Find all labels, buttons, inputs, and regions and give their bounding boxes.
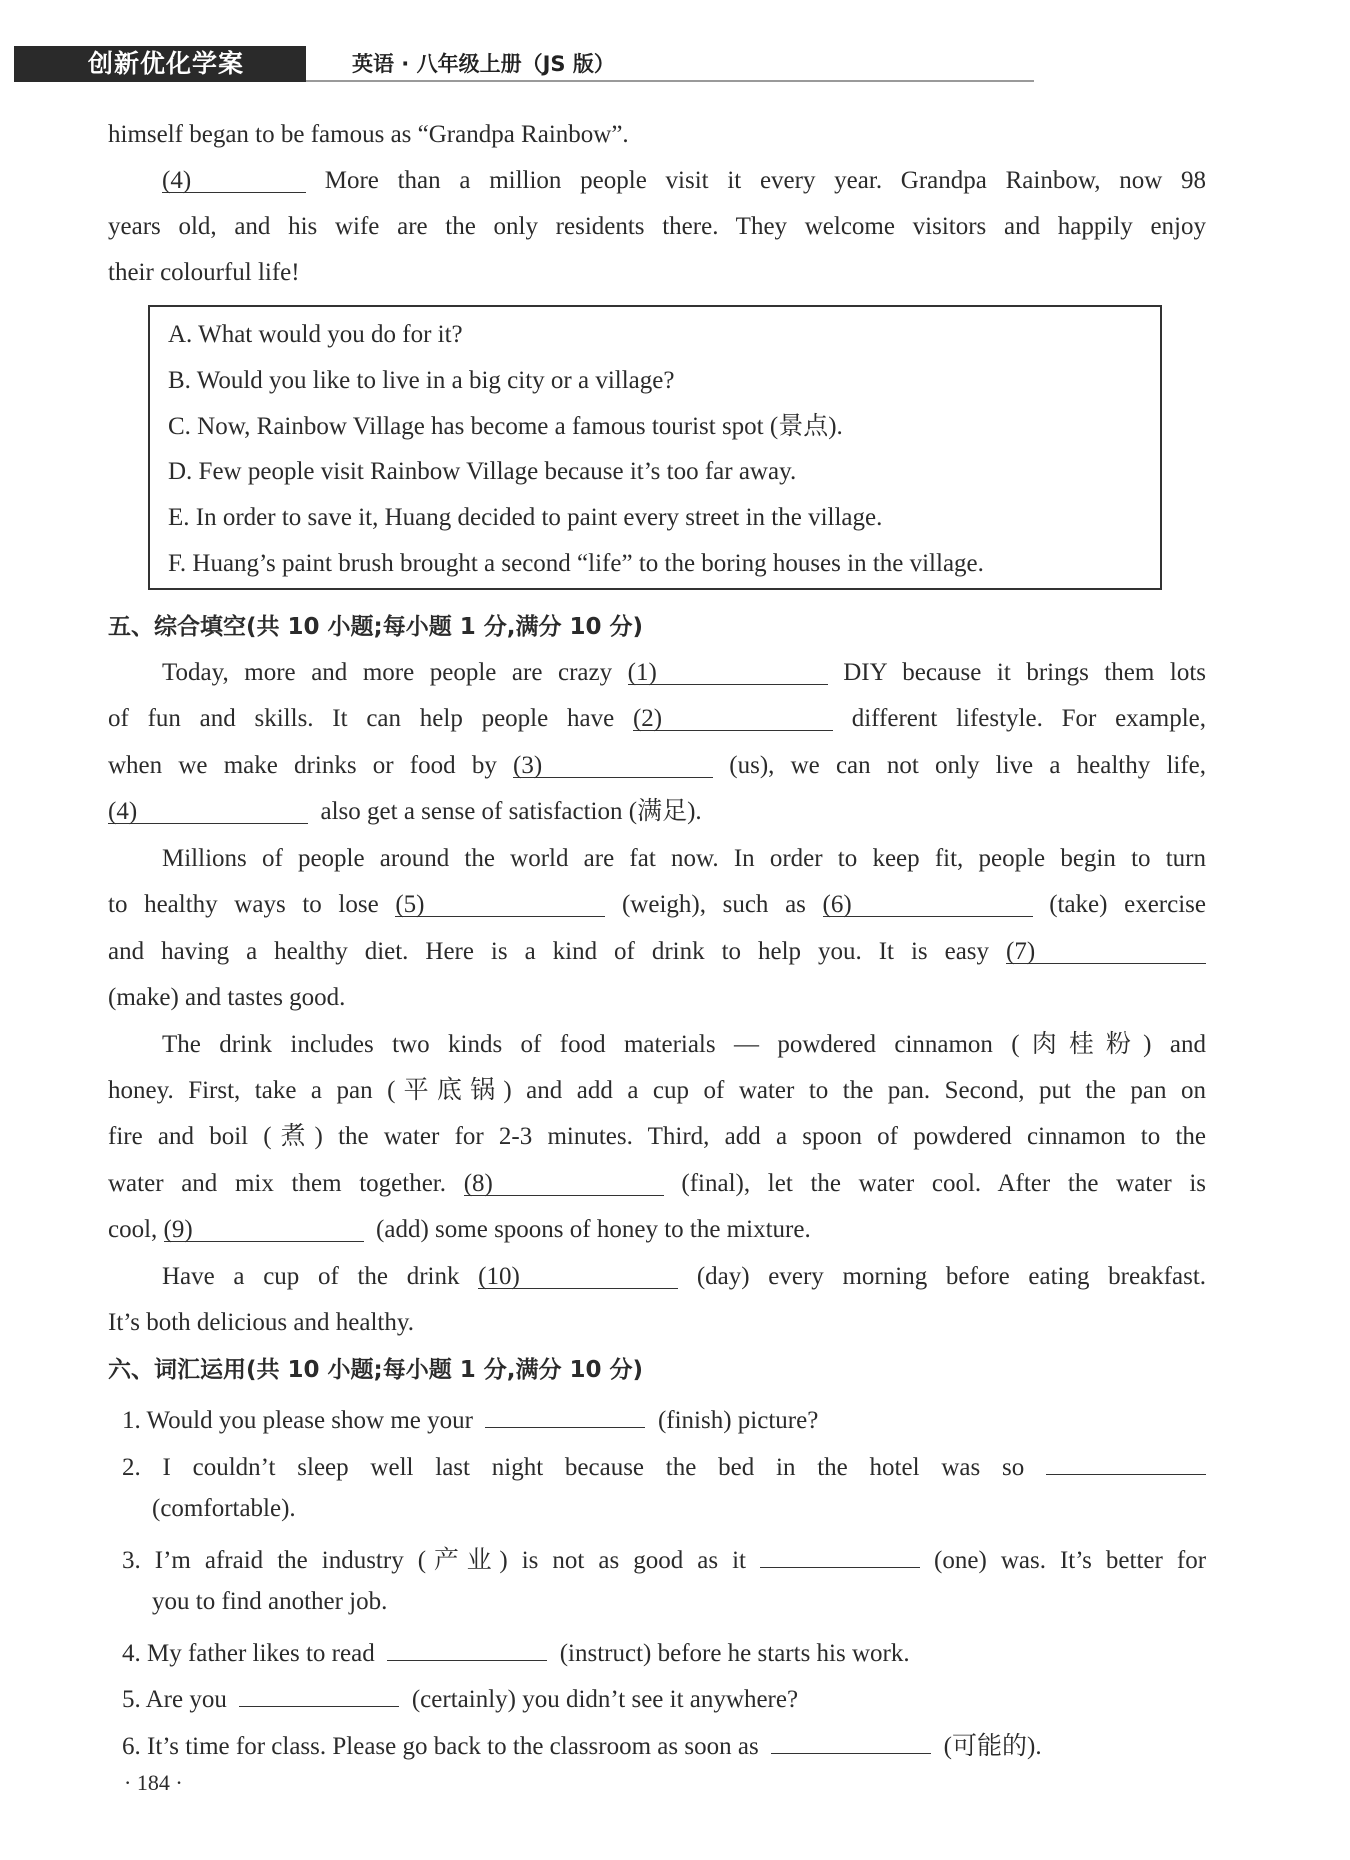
book-title: 英语 · 八年级上册（JS 版） [352, 52, 615, 76]
vocab-question-4: 4. My father likes to read (instruct) before he starts his work. [122, 1632, 910, 1671]
answer-blank-2[interactable]: (2) [633, 702, 833, 731]
answer-blank-6[interactable]: (6) [823, 888, 1033, 917]
page-number: · 184 · [124, 1770, 183, 1795]
answer-blank-4[interactable]: (4) [108, 795, 308, 824]
cloze-line: when we make drinks or food by (3) (us), we can not only live a healthy life, [108, 749, 1206, 783]
vocab-question-3: 3. I’m afraid the industry (产业) is not as good as it (one) was. It’s better for [122, 1539, 1206, 1578]
passage-line: himself began to be famous as “Grandpa Rainbow”. [108, 121, 629, 148]
vocab-question-2-cont: (comfortable). [152, 1495, 296, 1522]
answer-blank[interactable] [760, 1539, 920, 1568]
cloze-line: fire and boil (煮) the water for 2-3 minutes. Third, add a spoon of powdered cinnamon to the [108, 1123, 1206, 1150]
answer-blank-8[interactable]: (8) [464, 1167, 664, 1196]
answer-blank[interactable] [485, 1399, 645, 1428]
vocab-question-6: 6. It’s time for class. Please go back to the classroom as soon as (可能的). [122, 1725, 1042, 1764]
cloze-line: cool, (9) (add) some spoons of honey to the mixture. [108, 1213, 811, 1247]
book-brand: 创新优化学案 [14, 46, 306, 82]
passage-line: years old, and his wife are the only residents there. They welcome visitors and happily enjoy [108, 213, 1206, 240]
cloze-line: to healthy ways to lose (5) (weigh), such as (6) (take) exercise [108, 888, 1206, 922]
answer-blank-1[interactable]: (1) [628, 656, 828, 685]
vocab-question-1: 1. Would you please show me your (finish) picture? [122, 1399, 818, 1438]
cloze-line: honey. First, take a pan (平底锅) and add a cup of water to the pan. Second, put the pan on [108, 1077, 1206, 1104]
section-6-title: 六、词汇运用(共 10 小题;每小题 1 分,满分 10 分) [108, 1357, 644, 1383]
option-e: E. In order to save it, Huang decided to paint every street in the village. [168, 504, 883, 531]
option-a: A. What would you do for it? [168, 321, 463, 348]
cloze-line: of fun and skills. It can help people have (2) different lifestyle. For example, [108, 702, 1206, 736]
answer-blank-10[interactable]: (10) [478, 1260, 678, 1289]
answer-blank[interactable] [387, 1632, 547, 1661]
cloze-line: Today, more and more people are crazy (1) DIY because it brings them lots [108, 656, 1206, 690]
cloze-line: The drink includes two kinds of food materials — powdered cinnamon (肉桂粉) and [162, 1031, 1206, 1058]
answer-blank[interactable] [239, 1678, 399, 1707]
answer-blank-5[interactable]: (5) [395, 888, 605, 917]
answer-blank[interactable]: (4) [162, 164, 306, 193]
answer-blank-9[interactable]: (9) [164, 1213, 364, 1242]
cloze-line: Have a cup of the drink (10) (day) every morning before eating breakfast. [108, 1260, 1206, 1294]
answer-blank[interactable] [771, 1725, 931, 1754]
option-c: C. Now, Rainbow Village has become a famous tourist spot (景点). [168, 413, 843, 440]
cloze-line: and having a healthy diet. Here is a kind of drink to help you. It is easy (7) [108, 935, 1206, 969]
option-d: D. Few people visit Rainbow Village because it’s too far away. [168, 458, 797, 485]
cloze-line: (4) also get a sense of satisfaction (满足). [108, 795, 702, 829]
vocab-question-2: 2. I couldn’t sleep well last night because the bed in the hotel was so [122, 1446, 1206, 1485]
vocab-question-3-cont: you to find another job. [152, 1588, 388, 1615]
cloze-line: (make) and tastes good. [108, 984, 346, 1011]
header-rule [306, 80, 1034, 82]
option-f: F. Huang’s paint brush brought a second “life” to the boring houses in the village. [168, 550, 984, 577]
passage-line: their colourful life! [108, 259, 300, 286]
section-5-title: 五、综合填空(共 10 小题;每小题 1 分,满分 10 分) [108, 614, 644, 640]
option-b: B. Would you like to live in a big city or a village? [168, 367, 675, 394]
vocab-question-5: 5. Are you (certainly) you didn’t see it anywhere? [122, 1678, 798, 1717]
answer-blank-3[interactable]: (3) [513, 749, 713, 778]
cloze-line: water and mix them together. (8) (final), let the water cool. After the water is [108, 1167, 1206, 1201]
cloze-line: It’s both delicious and healthy. [108, 1309, 414, 1336]
answer-blank-7[interactable]: (7) [1006, 935, 1206, 964]
answer-blank[interactable] [1046, 1446, 1206, 1475]
cloze-line: Millions of people around the world are fat now. In order to keep fit, people begin to turn [162, 845, 1206, 872]
page-header [14, 46, 1034, 82]
passage-line: (4) More than a million people visit it every year. Grandpa Rainbow, now 98 [108, 164, 1206, 198]
